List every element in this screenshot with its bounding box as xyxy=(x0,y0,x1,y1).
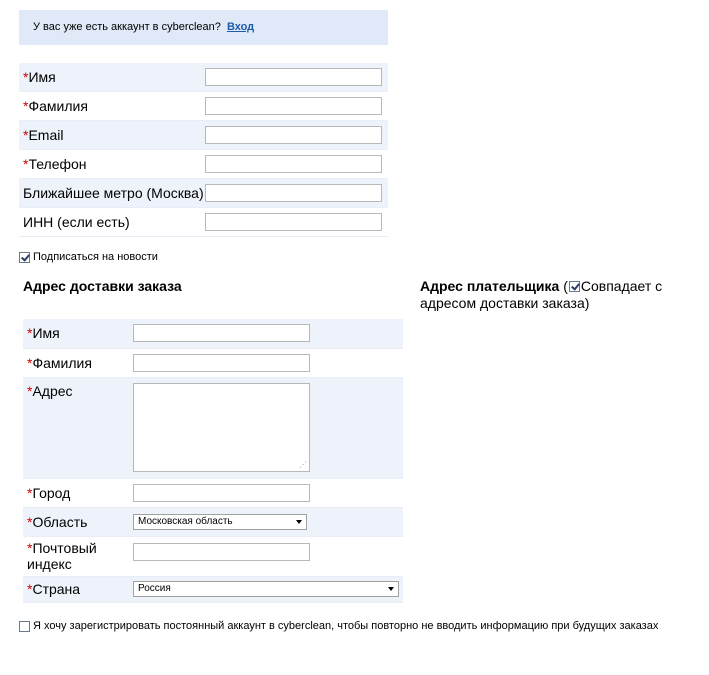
chevron-down-icon xyxy=(296,520,302,524)
newsletter-row xyxy=(19,251,158,263)
delivery-row-first-name xyxy=(23,319,403,348)
register-label: Я хочу зарегистрировать постоянный аккаунт в cyberclean, чтобы повторно не вводить информацию при будущих заказах xyxy=(33,620,659,632)
inn-input[interactable] xyxy=(205,213,382,231)
delivery-row-postal xyxy=(23,536,403,576)
billing-same-checkbox[interactable] xyxy=(569,281,580,292)
contact-row-metro xyxy=(19,179,388,208)
delivery-postal-label: *Почтовый индекс xyxy=(23,536,133,576)
delivery-row-region xyxy=(23,507,403,536)
required-marker: * xyxy=(23,127,29,143)
delivery-address-textarea[interactable] xyxy=(133,383,310,472)
required-marker: * xyxy=(27,354,33,371)
register-checkbox[interactable] xyxy=(19,621,30,632)
login-link[interactable]: Вход xyxy=(226,21,255,33)
delivery-address-title: Адрес доставки заказа xyxy=(23,278,182,294)
last-name-input[interactable] xyxy=(205,97,382,115)
newsletter-checkbox[interactable] xyxy=(19,252,30,263)
login-banner xyxy=(19,10,388,45)
contact-row-first-name xyxy=(19,63,388,92)
login-prompt-text: У вас уже есть аккаунт в cyberclean? xyxy=(33,21,221,33)
phone-label: *Телефон xyxy=(19,150,205,179)
delivery-postal-input[interactable] xyxy=(133,543,310,561)
chevron-down-icon xyxy=(388,587,394,591)
required-marker: * xyxy=(27,382,33,399)
required-marker: * xyxy=(27,513,33,530)
contact-form xyxy=(19,63,388,237)
required-marker: * xyxy=(23,69,29,85)
register-row xyxy=(19,620,658,632)
required-marker: * xyxy=(23,156,29,172)
metro-input[interactable] xyxy=(205,184,382,202)
first-name-input[interactable] xyxy=(205,68,382,86)
delivery-last-name-input[interactable] xyxy=(133,354,310,372)
contact-row-phone xyxy=(19,150,388,179)
region-select-value: Московская область xyxy=(138,515,233,527)
email-input[interactable] xyxy=(205,126,382,144)
delivery-city-label: *Город xyxy=(23,478,133,507)
contact-row-email xyxy=(19,121,388,150)
delivery-row-city xyxy=(23,478,403,507)
newsletter-label: Подписаться на новости xyxy=(33,251,158,263)
delivery-region-label: *Область xyxy=(23,507,133,536)
required-marker: * xyxy=(27,484,33,501)
first-name-label: *Имя xyxy=(19,63,205,92)
billing-address-title: Адрес плательщика xyxy=(420,278,560,294)
delivery-row-address xyxy=(23,377,403,478)
required-marker: * xyxy=(27,581,33,597)
contact-row-inn xyxy=(19,208,388,237)
inn-label: ИНН (если есть) xyxy=(19,208,205,237)
delivery-address-label: *Адрес xyxy=(23,377,133,478)
resize-grip-icon[interactable]: ⋰ xyxy=(299,459,307,469)
billing-open-paren: ( xyxy=(563,278,568,294)
delivery-city-input[interactable] xyxy=(133,484,310,502)
delivery-first-name-input[interactable] xyxy=(133,324,310,342)
country-select-value: Россия xyxy=(138,583,171,594)
country-select[interactable] xyxy=(133,581,399,597)
phone-input[interactable] xyxy=(205,155,382,173)
delivery-country-label: *Страна xyxy=(23,576,133,602)
required-marker: * xyxy=(23,98,29,114)
delivery-form xyxy=(23,319,403,603)
delivery-row-country xyxy=(23,576,403,602)
billing-same-label: Совпадает с адресом доставки заказа) xyxy=(420,278,663,311)
delivery-first-name-label: *Имя xyxy=(23,319,133,348)
billing-address-block xyxy=(420,278,680,312)
metro-label: Ближайшее метро (Москва) xyxy=(19,179,205,208)
email-label: *Email xyxy=(19,121,205,150)
last-name-label: *Фамилия xyxy=(19,92,205,121)
required-marker: * xyxy=(27,325,33,342)
delivery-last-name-label: *Фамилия xyxy=(23,348,133,377)
region-select[interactable] xyxy=(133,514,307,530)
contact-row-last-name xyxy=(19,92,388,121)
delivery-row-last-name xyxy=(23,348,403,377)
required-marker: * xyxy=(27,540,33,556)
